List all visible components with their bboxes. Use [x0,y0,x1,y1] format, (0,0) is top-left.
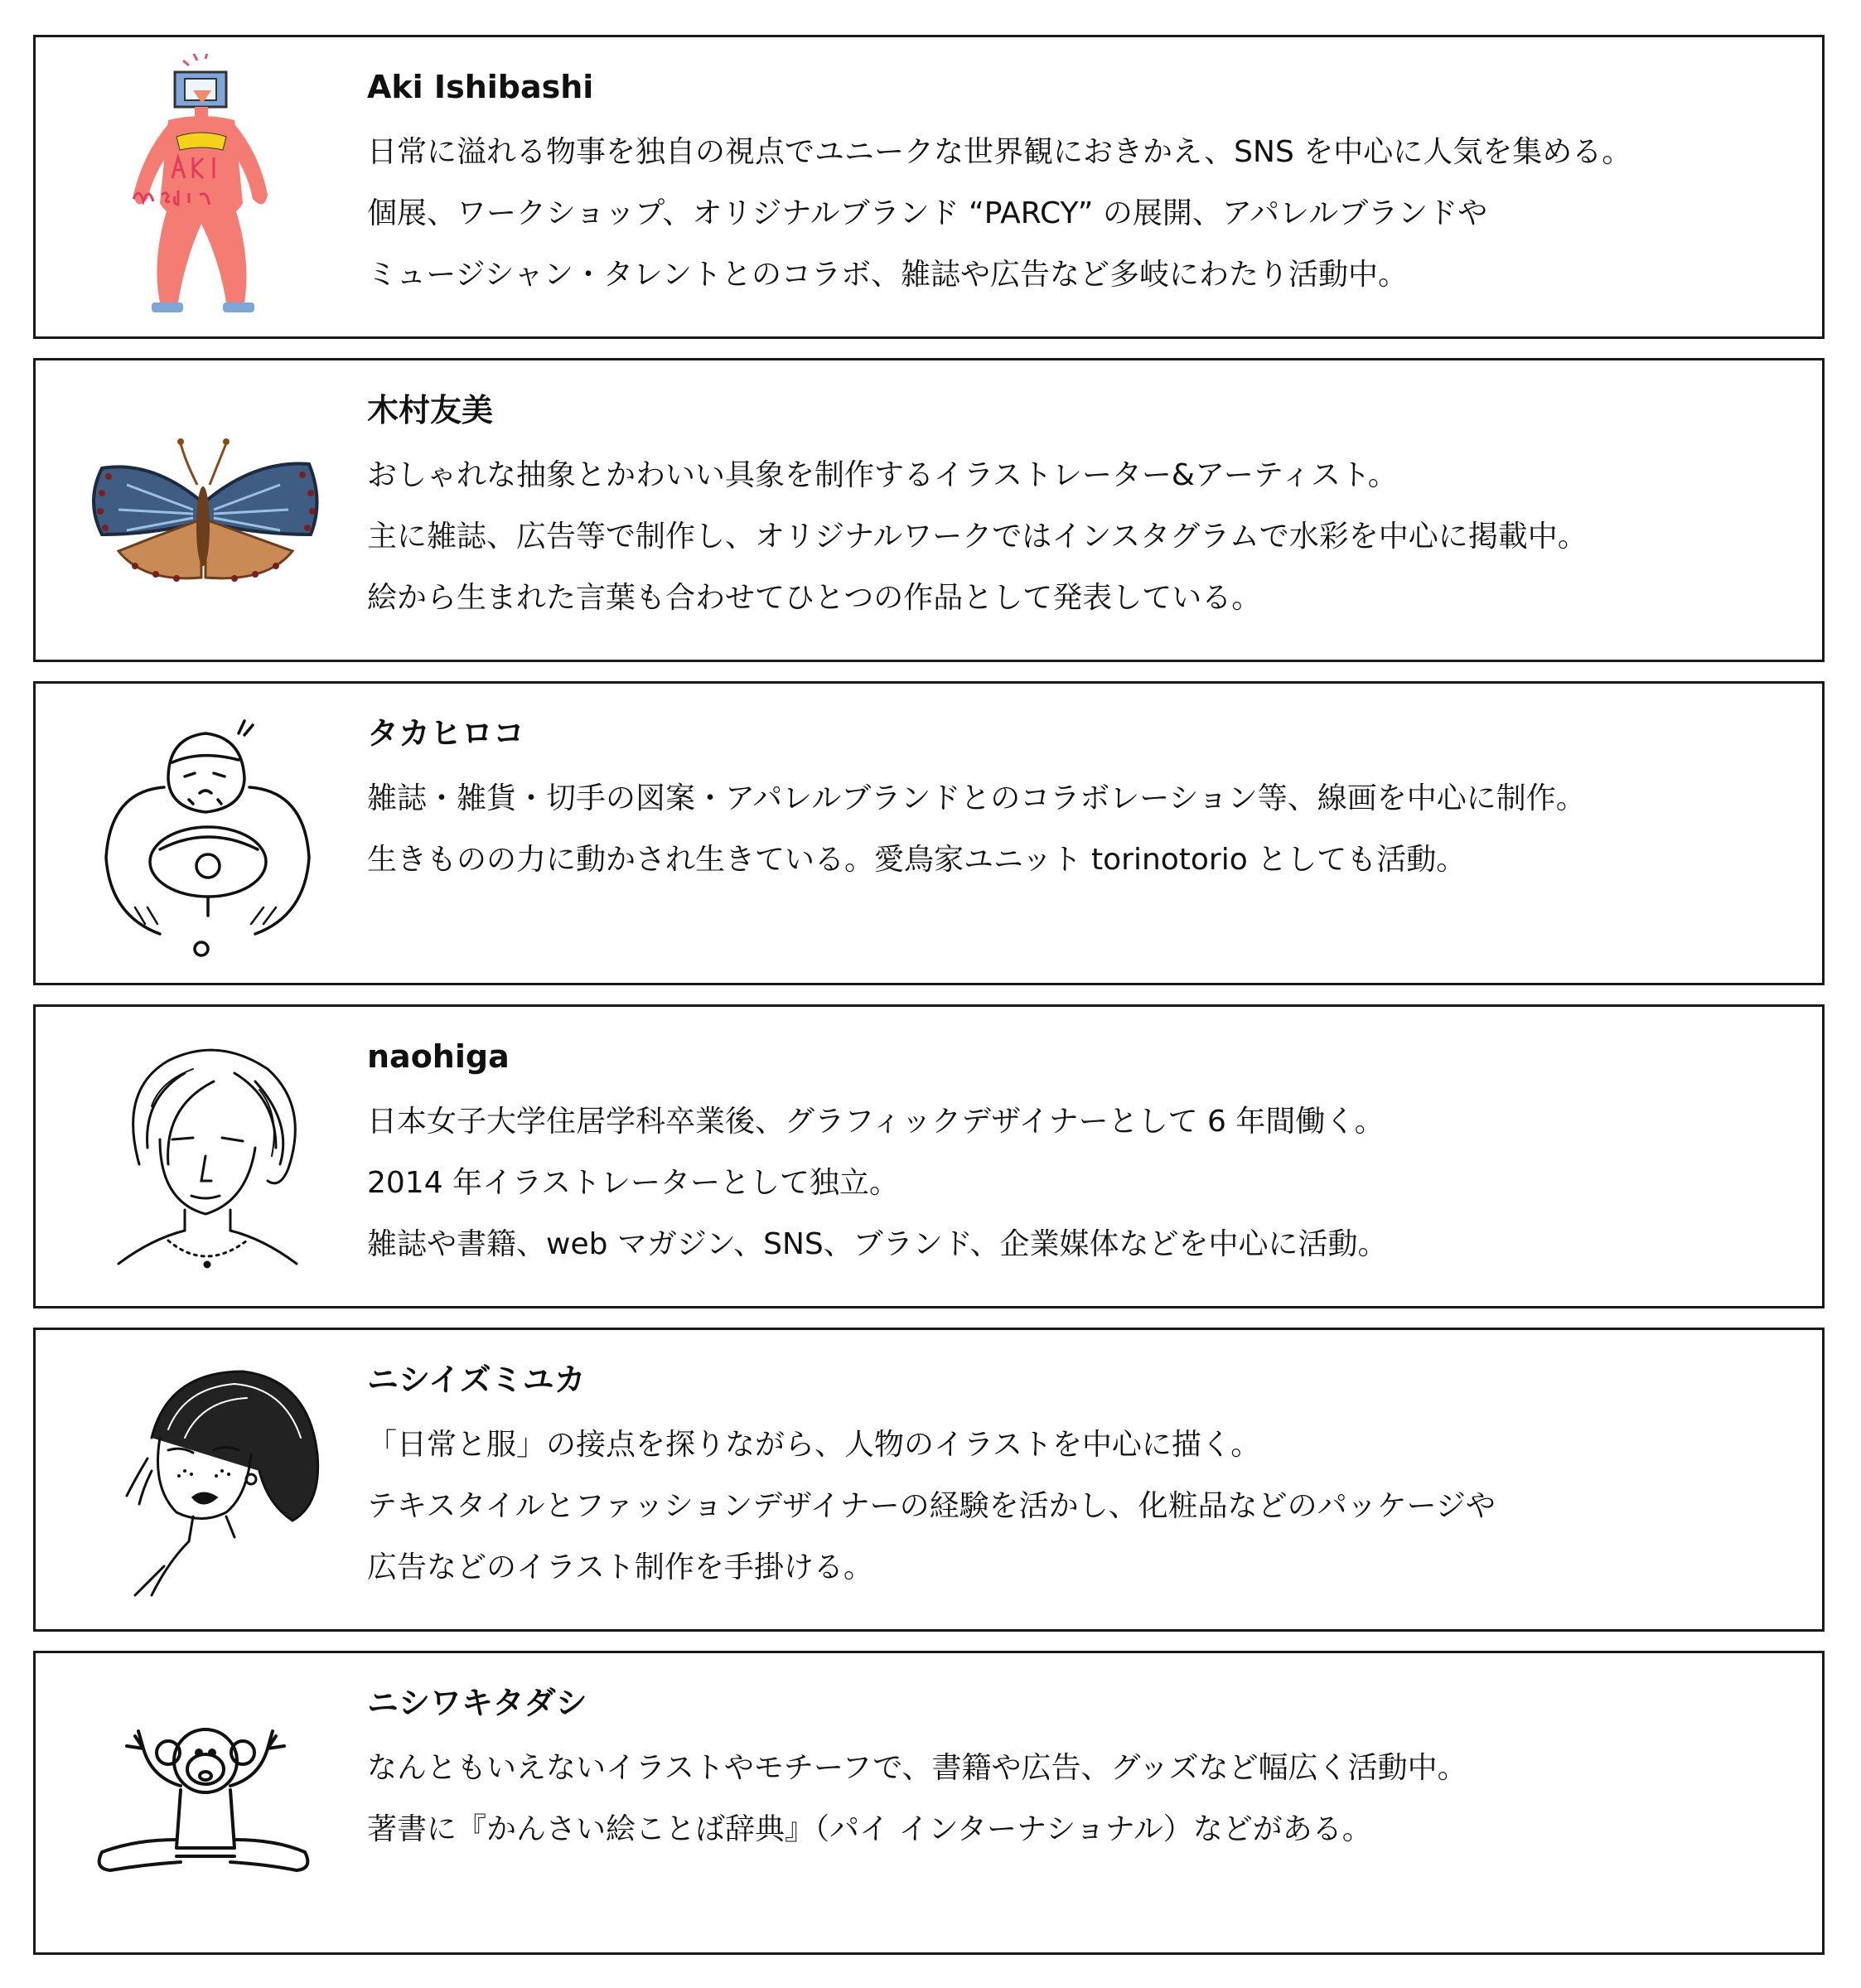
pink-figure-tv-head-illustration [69,54,342,321]
bio-line: 日常に溢れる物事を独自の視点でユニークな世界観におきかえ、SNS を中心に人気を集める。 [367,134,1632,169]
artist-name: タカヒロコ [367,715,525,752]
artist-text [367,1362,1789,1599]
bio-line: 2014 年イラストレーターとして独立。 [367,1165,899,1200]
bio-line: なんともいえないイラストやモチーフで、書籍や広告、グッズなど幅広く活動中。 [367,1750,1467,1785]
artist-text [367,1038,1789,1275]
bio-line: 著書に『かんさい絵ことば辞典』（パイ インターナショナル）などがある。 [367,1811,1372,1846]
artist-name: Aki Ishibashi [367,69,594,105]
bio-line: 雑誌・雑貨・切手の図案・アパレルブランドとのコラボレーション等、線画を中心に制作。 [367,781,1586,815]
bio-line: テキスタイルとファッションデザイナーの経験を活かし、化粧品などのパッケージや [367,1488,1496,1523]
bio-line: 日本女子大学住居学科卒業後、グラフィックデザイナーとして 6 年間働く。 [367,1104,1385,1139]
artist-card [33,681,1825,985]
line-drawing-characters-illustration [69,700,342,967]
bio-line: 雑誌や書籍、web マガジン、SNS、ブランド、企業媒体などを中心に活動。 [367,1226,1388,1261]
bio-line: 主に雑誌、広告等で制作し、オリジナルワークではインスタグラムで水彩を中心に掲載中。 [367,519,1588,554]
bio-line: 絵から生まれた言葉も合わせてひとつの作品として発表している。 [367,580,1262,615]
bio-line: 生きものの力に動かされ生きている。愛鳥家ユニット torinotorio としても活動。 [367,842,1467,877]
artist-text [367,715,1789,891]
artist-name: ニシイズミユカ [367,1362,586,1398]
artist-name: 木村友美 [367,392,494,428]
artist-text [367,1685,1789,1860]
bio-line: 広告などのイラスト制作を手掛ける。 [367,1550,873,1584]
artist-card [33,1004,1825,1308]
bio-line: 「日常と服」の接点を探りながら、人物のイラストを中心に描く。 [367,1427,1261,1462]
bio-line: 個展、ワークショップ、オリジナルブランド “PARCY” の展開、アパレルブランドや [367,196,1488,230]
bio-line: おしゃれな抽象とかわいい具象を制作するイラストレーター&アーティスト。 [367,457,1398,492]
artist-card [33,358,1825,662]
artist-text [367,69,1789,306]
artist-card [33,1651,1825,1955]
artist-name: naohiga [367,1038,510,1075]
artist-card [33,35,1825,339]
butterfly-illustration [69,377,342,644]
woman-wavy-hair-illustration [69,1347,342,1613]
artist-text [367,392,1789,629]
artist-name: ニシワキタダシ [367,1685,587,1721]
artist-card [33,1328,1825,1632]
bio-line: ミュージシャン・タレントとのコラボ、雑誌や広告など多岐にわたり活動中。 [367,257,1409,292]
cheering-monkey-illustration [69,1670,342,1937]
woman-portrait-sketch-illustration [69,1023,342,1290]
